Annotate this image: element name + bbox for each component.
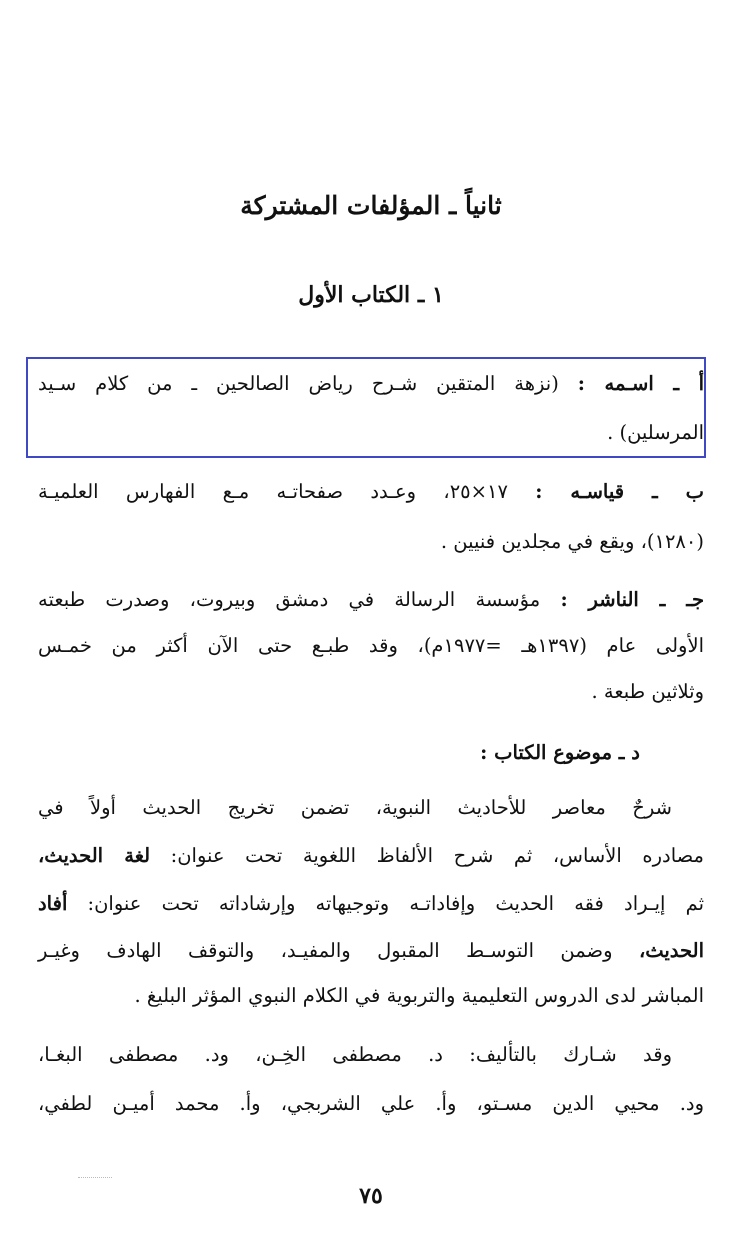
item-d-label: د ـ موضوع الكتاب : xyxy=(480,741,640,764)
item-d-term-afad: أفاد xyxy=(38,892,68,915)
scan-speck xyxy=(78,1177,112,1178)
item-c-line-3: وثلاثين طبعة . xyxy=(591,680,704,703)
item-a-text: (نزهة المتقين شـرح رياض الصالحين ـ من كلام سـيد xyxy=(38,372,559,395)
item-c-text: مؤسسة الرسالة في دمشق وبيروت، وصدرت طبعته xyxy=(38,588,541,611)
item-d-line-3-text: ثم إيـراد فقه الحديث وإفاداتـه وتوجيهاته وإرشاداته تحت عنوان: xyxy=(87,892,704,915)
item-c-line-2: الأولى عام (١٣٩٧هـ =١٩٧٧م)، وقد طبـع حتى الآن أكثر من خمـس xyxy=(38,634,704,657)
item-d-line-3 xyxy=(38,894,704,914)
book-heading: ١ ـ الكتاب الأول xyxy=(298,282,444,308)
item-a-label: أ ـ اسـمه : xyxy=(577,372,705,395)
item-c-label: جـ ـ الناشر : xyxy=(560,588,705,611)
item-d-line-2-text: مصادره الأساس، ثم شرح الألفاظ اللغوية تحت عنوان: xyxy=(170,844,704,867)
item-d-term-lugha: لغة الحديث، xyxy=(38,844,151,867)
item-a-line-1 xyxy=(38,374,704,394)
item-b-label: ب ـ قياسـه : xyxy=(535,480,704,503)
authors-line-2: ود. محيي الدين مسـتو، وأ. علي الشربجي، وأ. محمد أميـن لطفي، xyxy=(38,1092,704,1115)
item-d-line-1: شرحٌ معاصر للأحاديث النبوية، تضمن تخريج الحديث أولاً في xyxy=(38,796,672,819)
section-heading: ثانياً ـ المؤلفات المشتركة xyxy=(240,191,502,220)
item-c-line-1 xyxy=(38,590,704,610)
item-b-text: ١٧×٢٥، وعـدد صفحاتـه مـع الفهارس العلميـة xyxy=(38,480,508,503)
page-number: ٧٥ xyxy=(359,1183,383,1209)
item-b-line-1 xyxy=(38,482,704,502)
item-d-line-4-text: وضمن التوسـط المقبول والمفيـد، والتوقف الهادف وغيـر xyxy=(38,939,613,962)
item-d-line-2 xyxy=(38,846,704,866)
item-d-line-4 xyxy=(38,941,704,961)
item-d-line-5: المباشر لدى الدروس التعليمية والتربوية في الكلام النبوي المؤثر البليغ . xyxy=(134,984,704,1007)
item-d-term-hadith: الحديث، xyxy=(638,939,704,962)
item-b-line-2: (١٢٨٠)، ويقع في مجلدين فنيين . xyxy=(440,530,704,553)
item-a-line-2: المرسلين) . xyxy=(607,421,704,444)
authors-line-1: وقد شـارك بالتأليف: د. مصطفى الخِـن، ود. مصطفى البغـا، xyxy=(38,1043,672,1066)
